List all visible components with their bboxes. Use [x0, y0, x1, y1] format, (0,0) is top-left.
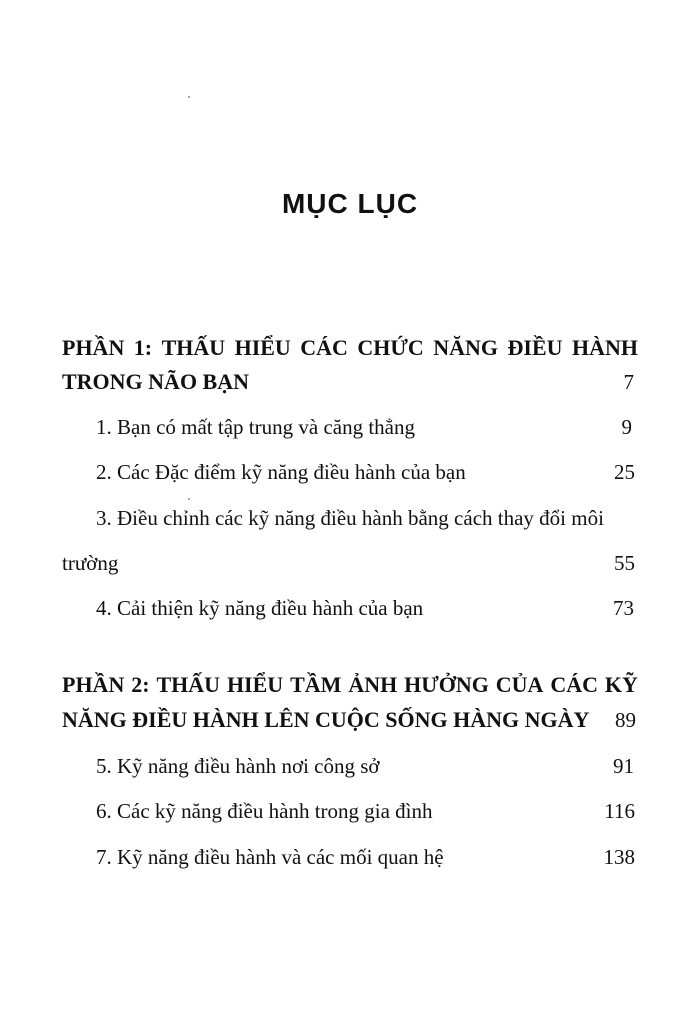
part-1-word: CHỨC	[357, 335, 424, 360]
toc-entry-title: 1. Bạn có mất tập trung và căng thẳng	[96, 415, 415, 439]
part-2-page-number: 89	[615, 708, 636, 732]
toc-entry[interactable]	[96, 799, 635, 824]
part-1-word: HÀNH	[571, 335, 638, 360]
toc-entry[interactable]	[96, 460, 635, 485]
part-2-word: CỦA	[495, 672, 544, 697]
part-1-word: HIỂU	[234, 335, 291, 360]
toc-entry-page: 73	[613, 596, 634, 620]
part-2-word: KỸ	[604, 672, 638, 697]
part-1-heading-line-2[interactable]	[62, 369, 634, 395]
part-2-word: HƯỞNG	[404, 672, 489, 697]
part-2-heading-line-2[interactable]	[62, 707, 636, 733]
toc-entry-title: 6. Các kỹ năng điều hành trong gia đình	[96, 799, 433, 823]
toc-entry-page: 9	[621, 415, 632, 439]
toc-entry-title-continuation: trường	[62, 551, 119, 575]
toc-entry-page: 91	[613, 754, 634, 778]
part-2-word: 2:	[131, 672, 150, 697]
toc-title: MỤC LỤC	[281, 188, 419, 219]
part-1-word: 1:	[133, 335, 153, 360]
toc-entry-page: 116	[604, 799, 635, 823]
toc-entry-page: 25	[614, 460, 635, 484]
part-1-word: NĂNG	[433, 335, 499, 360]
toc-entry[interactable]	[96, 415, 632, 440]
toc-entry-title: 2. Các Đặc điểm kỹ năng điều hành của bạn	[96, 460, 466, 484]
toc-entry-title: 5. Kỹ năng điều hành nơi công sở	[96, 754, 380, 778]
toc-entry[interactable]	[96, 845, 635, 870]
part-1-word: CÁC	[300, 335, 348, 360]
part-2-word: THẤU	[156, 672, 221, 697]
part-1-page-number: 7	[623, 370, 634, 394]
part-2-word: HIỂU	[226, 672, 284, 697]
toc-entry[interactable]	[96, 596, 634, 621]
toc-entry-title: 4. Cải thiện kỹ năng điều hành của bạn	[96, 596, 424, 620]
toc-entry-multiline[interactable]	[96, 506, 638, 531]
part-1-word: ĐIỀU	[507, 335, 563, 360]
toc-entry-page: 55	[614, 551, 635, 575]
part-1-heading-line-1	[62, 335, 638, 361]
part-2-word: ẢNH	[348, 672, 398, 697]
part-2-heading-line-1	[62, 672, 638, 698]
part-2-word: PHẦN	[62, 672, 125, 697]
toc-entry-continuation[interactable]	[62, 551, 635, 576]
part-1-word: PHẦN	[62, 335, 125, 360]
toc-entry[interactable]	[96, 754, 634, 779]
part-1-heading-tail: TRONG NÃO BẠN	[62, 369, 250, 394]
toc-entry-page: 138	[603, 845, 635, 869]
part-1-word: THẤU	[161, 335, 226, 360]
scan-speck	[188, 96, 190, 98]
toc-entry-title: 3. Điều chỉnh các kỹ năng điều hành bằng cách thay đổi môi	[96, 506, 604, 530]
part-2-word: CÁC	[550, 672, 599, 697]
part-2-word: TẦM	[290, 672, 342, 697]
scan-speck	[188, 498, 190, 500]
part-2-heading-tail: NĂNG ĐIỀU HÀNH LÊN CUỘC SỐNG HÀNG NGÀY	[62, 707, 590, 732]
toc-entry-title: 7. Kỹ năng điều hành và các mối quan hệ	[96, 845, 444, 869]
